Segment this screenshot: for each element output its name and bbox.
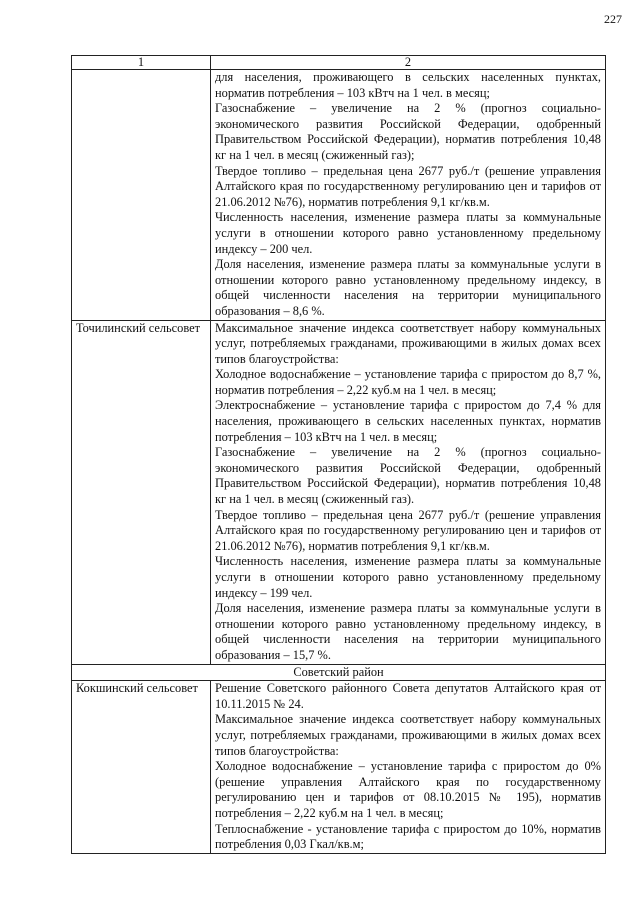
indicators-cell	[211, 320, 606, 664]
settlement-name-cell	[72, 320, 211, 664]
district-title: Советский район	[72, 664, 606, 681]
paragraph: Решение Советского районного Совета депутатов Алтайского края от 10.11.2015 № 24.	[215, 681, 601, 711]
paragraph: для населения, проживающего в сельских населенных пунктах, норматив потребления – 103 кВтч на 1 чел. в месяц;	[215, 70, 601, 100]
column-number-2: 2	[211, 56, 606, 70]
paragraph: Доля населения, изменение размера платы за коммунальные услуги в отношении которого равно установленному предельному индексу, в общей численности населения на территории муниципального образования – 15,7 %.	[215, 601, 601, 662]
paragraph: Холодное водоснабжение – установление тарифа с приростом до 8,7 %, норматив потребления – 2,22 куб.м на 1 чел. в месяц;	[215, 367, 601, 397]
settlement-name: Кокшинский сельсовет	[76, 681, 198, 696]
paragraph: Теплоснабжение - установление тарифа с приростом до 10%, норматив потребления 0,03 Гкал/кв.м;	[215, 821, 601, 852]
paragraph: Твердое топливо – предельная цена 2677 руб./т (решение управления Алтайского края по государственному регулированию цен и тарифов от 21.06.2012 №76), норматив потребления 9,1 кг/кв.м.	[215, 507, 601, 553]
paragraph: Доля населения, изменение размера платы за коммунальные услуги в отношении которого равно установленному предельному индексу, в общей численности населения на территории муниципального образования – 8,6 %.	[215, 257, 601, 318]
paragraph: Численность населения, изменение размера платы за коммунальные услуги в отношении которого равно установленному предельному индексу – 200 чел.	[215, 210, 601, 256]
table-row	[72, 681, 606, 854]
indicators-cell	[211, 70, 606, 321]
settlement-name: Точилинский сельсовет	[76, 320, 201, 335]
table-row	[72, 320, 606, 664]
indicators-cell	[211, 681, 606, 854]
paragraph: Газоснабжение – увеличение на 2 % (прогноз социально-экономического развития Российской Федерации, одобренный Правительством Российской Федерации), норматив потребления 10,48 кг на 1 чел. в месяц (сжиженный газ);	[215, 101, 601, 162]
column-number-1: 1	[72, 56, 211, 70]
table-row	[72, 70, 606, 321]
page-number: 227	[604, 12, 622, 26]
paragraph: Численность населения, изменение размера платы за коммунальные услуги в отношении которого равно установленному предельному индексу – 199 чел.	[215, 554, 601, 600]
tariff-table	[71, 55, 606, 854]
paragraph: Электроснабжение – установление тарифа с приростом до 7,4 % для населения, проживающего в сельских населенных пунктах, норматив потребления – 103 кВтч на 1 чел. в месяц;	[215, 398, 601, 444]
paragraph: Газоснабжение – увеличение на 2 % (прогноз социально-экономического развития Российской Федерации, одобренный Правительством Российской Федерации), норматив потребления 10,48 кг на 1 чел. в месяц (сжиженный газ).	[215, 445, 601, 507]
district-section-row	[72, 664, 606, 681]
paragraph: Максимальное значение индекса соответствует набору коммунальных услуг, потребляемых гражданами, проживающими в жилых домах всех типов благоустройства:	[215, 320, 601, 366]
column-number-row	[72, 56, 606, 70]
paragraph: Максимальное значение индекса соответствует набору коммунальных услуг, потребляемых гражданами, проживающими в жилых домах всех типов благоустройства:	[215, 712, 601, 758]
settlement-name-cell	[72, 70, 211, 321]
settlement-name-cell	[72, 681, 211, 854]
paragraph: Твердое топливо – предельная цена 2677 руб./т (решение управления Алтайского края по государственному регулированию цен и тарифов от 21.06.2012 №76), норматив потребления 9,1 кг/кв.м.	[215, 163, 601, 209]
paragraph: Холодное водоснабжение – установление тарифа с приростом до 0% (решение управления Алтайского края по государственному регулированию цен и тарифов от 08.10.2015 № 195), норматив потребления – 2,22 куб.м на 1 чел. в месяц;	[215, 759, 601, 820]
